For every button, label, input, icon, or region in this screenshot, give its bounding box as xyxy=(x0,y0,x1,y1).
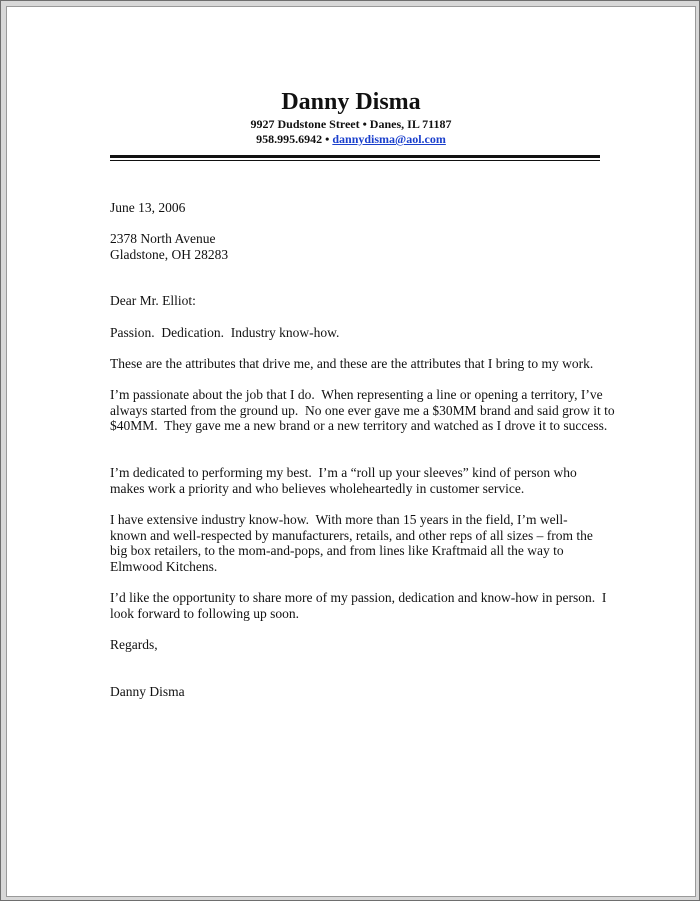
signature-name: Danny Disma xyxy=(110,684,185,699)
letterhead-rule-thick xyxy=(110,155,600,158)
recipient-address-line2: Gladstone, OH 28283 xyxy=(110,247,229,262)
contact-separator: • xyxy=(322,132,333,146)
paragraph-1: Passion. Dedication. Industry know-how. xyxy=(110,325,340,340)
letterhead-contact xyxy=(7,132,695,147)
letterhead-name: Danny Disma xyxy=(281,89,421,115)
paragraph-5: I have extensive industry know-how. With more than 15 years in the field, I’m well-known and well-respected by manufacturers, retails, and other reps of all sizes – from the big box retailers, to the mom-and-pops, and from lines like Kraftmaid all the way to Elmwood Kitchens. xyxy=(110,512,597,574)
recipient-address-line1: 2378 North Avenue xyxy=(110,231,216,246)
letterhead-email-link[interactable]: dannydisma@aol.com xyxy=(332,132,446,146)
letterhead-phone: 958.995.6942 xyxy=(256,132,323,146)
paragraph-6: I’d like the opportunity to share more of my passion, dedication and know-how in person. I look forward to following up soon. xyxy=(110,590,610,621)
salutation: Dear Mr. Elliot: xyxy=(110,293,196,308)
paragraph-4: I’m dedicated to performing my best. I’m a “roll up your sleeves” kind of person who makes work a priority and who believes wholeheartedly in customer service. xyxy=(110,465,581,496)
letterhead-rule-thin xyxy=(110,160,600,161)
closing: Regards, xyxy=(110,637,158,652)
paragraph-3: I’m passionate about the job that I do. When representing a line or opening a territory, I’ve always started from the ground up. No one ever gave me a $30MM brand and said grow it to $40MM. They gave me a new brand or a new territory and watched as I drove it to success. xyxy=(110,387,618,434)
letter-page xyxy=(6,6,696,897)
letter-date: June 13, 2006 xyxy=(110,200,186,215)
letterhead-address: 9927 Dudstone Street • Danes, IL 71187 xyxy=(250,117,452,131)
paragraph-2: These are the attributes that drive me, and these are the attributes that I bring to my work. xyxy=(110,356,594,371)
